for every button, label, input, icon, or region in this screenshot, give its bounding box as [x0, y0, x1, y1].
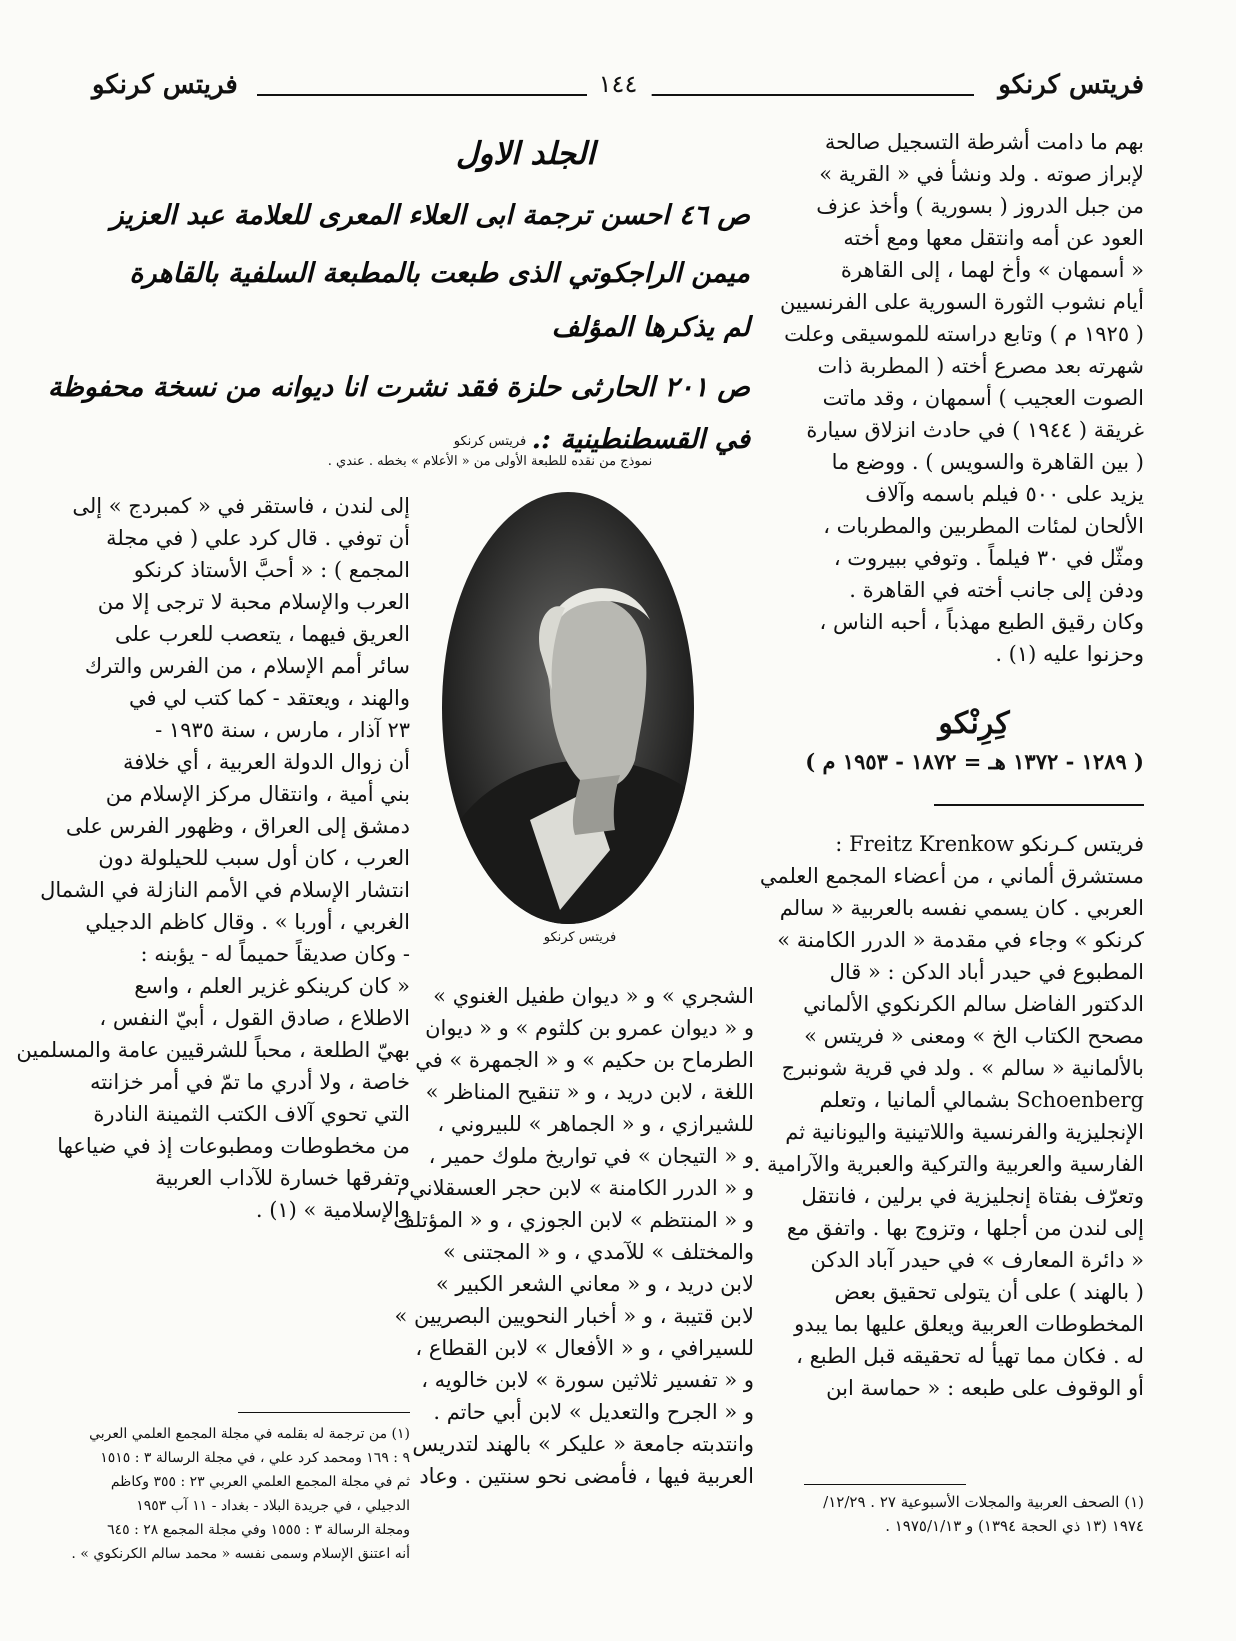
text-line: شهرته بعد مصرع أخته ( المطربة ذات: [817, 354, 1144, 378]
text-line: خاصة ، ولا أدري ما تمّ في أمر خزانته: [89, 1070, 410, 1094]
text-line: وكان رقيق الطبع مهذباً ، أحبه الناس ،: [819, 610, 1144, 634]
text-line: للسيرافي ، و « الأفعال » لابن القطاع ،: [415, 1336, 754, 1360]
portrait-caption: فريتس كرنكو: [543, 930, 617, 945]
text-line: « أسمهان » وأخ لهما ، إلى القاهرة: [840, 258, 1144, 282]
caption-text: نموذج من نقده للطبعة الأولى من « الأعلام » بخطه . عندي .: [327, 454, 653, 469]
handwritten-line: ص ٤٦ احسن ترجمة ابى العلاء المعرى للعلامة عبد العزيز: [110, 200, 750, 231]
text-line: دمشق إلى العراق ، وظهور الفرس على: [65, 814, 410, 838]
text-line: يزيد على ٥٠٠ فيلم باسمه وآلاف: [865, 482, 1144, 506]
handwritten-heading: الجلد الاول: [455, 136, 595, 172]
text-line: الاطلاع ، صادق القول ، أبيّ النفس ،: [99, 1006, 410, 1030]
text-line: بالألمانية « سالم » . ولد في قرية شونبرج: [781, 1056, 1144, 1080]
text-line: التي تحوي آلاف الكتب الثمينة النادرة: [93, 1102, 410, 1126]
header-title-left: فريتس كرنكو: [92, 70, 238, 100]
text-line: لإبراز صوته . ولد ونشأ في « القرية »: [819, 162, 1144, 186]
left-column: [16, 490, 410, 1226]
entry-text: [753, 828, 1144, 1404]
text-line: العود عن أمه وانتقل معها ومع أخته: [843, 226, 1144, 250]
text-line: ( بين القاهرة والسويس ) . ووضع ما: [831, 450, 1144, 474]
text-line: و « الدرر الكامنة » لابن حجر العسقلاني ،: [395, 1176, 754, 1200]
text-line: سائر أمم الإسلام ، من الفرس والترك: [84, 654, 410, 678]
footnote-line: ومجلة الرسالة ٣ : ١٥٥٥ وفي مجلة المجمع ٢٨ : ٦٤٥: [107, 1522, 410, 1538]
text-line: وانتدبته جامعة « عليكر » بالهند لتدريس: [412, 1432, 754, 1456]
text-line: العربية فيها ، فأمضى نحو سنتين . وعاد: [419, 1464, 754, 1488]
page-number: ١٤٤: [585, 70, 652, 98]
text-line: للشيرازي ، و « الجماهر » للبيروني ،: [437, 1112, 754, 1136]
text-line: مصحح الكتاب الخ » ومعنى « فريتس »: [804, 1024, 1144, 1048]
section-divider: [934, 804, 1144, 806]
text-line: الإنجليزية والفرنسية واللاتينية واليونانية ثم: [785, 1120, 1144, 1144]
text-line: العريق فيهما ، يتعصب للعرب على: [114, 622, 410, 646]
text-line: اللغة ، لابن دريد ، و « تنقيح المناظر »: [425, 1080, 754, 1104]
text-line: أو الوقوف على طبعه : « حماسة ابن: [826, 1376, 1144, 1400]
entry-heading: كِرِنْكو: [938, 706, 1010, 741]
text-line: المخطوطات العربية ويعلق عليها بما يبدو: [794, 1312, 1144, 1336]
portrait-photo: [440, 490, 696, 926]
text-line: ٢٣ آذار ، مارس ، سنة ١٩٣٥ -: [155, 718, 410, 742]
text-line: من جبل الدروز ( بسورية ) وأخذ عزف: [816, 194, 1144, 218]
right-column-text: [780, 126, 1144, 670]
handwritten-line: ص ٢٠١ الحارثى حلزة فقد نشرت انا ديوانه من نسخة محفوظة: [47, 372, 750, 403]
text-line: بني أمية ، وانتقال مركز الإسلام من: [105, 782, 410, 806]
footnote-line: أنه اعتنق الإسلام وسمى نفسه « محمد سالم الكرنكوي » .: [71, 1546, 410, 1562]
text-line: ( ١٩٢٥ م ) وتابع دراسته للموسيقى وعلت: [784, 322, 1144, 346]
text-line: المطبوع في حيدر أباد الدكن : « قال: [829, 960, 1144, 984]
header-title-right: فريتس كرنكو: [998, 70, 1144, 100]
text-line: إلى لندن ، فاستقر في « كمبردج » إلى: [72, 494, 410, 518]
text-line: الألحان لمئات المطربين والمطربات ،: [823, 514, 1144, 538]
text-line: كرنكو » وجاء في مقدمة « الدرر الكامنة »: [777, 928, 1144, 952]
text-line: ودفن إلى جانب أخته في القاهرة .: [849, 578, 1144, 602]
text-line: غريقة ( ١٩٤٤ ) في حادث انزلاق سيارة: [806, 418, 1144, 442]
text-line: Schoenberg بشمالي ألمانيا ، وتعلم: [819, 1088, 1144, 1112]
figure-caption: [290, 432, 690, 472]
footnote-line: ٩ : ١٦٩ ومحمد كرد علي ، في مجلة الرسالة ٣ : ١٥١٥: [100, 1450, 410, 1466]
running-header: [92, 70, 1144, 110]
text-line: و « التيجان » في تواريخ ملوك حمير ،: [428, 1144, 754, 1168]
text-line: لابن قتيبة ، و « أخبار النحويين البصريين »: [394, 1304, 754, 1328]
text-line: وحزنوا عليه (١) .: [995, 642, 1144, 666]
footnote-right: [804, 1490, 1144, 1538]
text-line: بهم ما دامت أشرطة التسجيل صالحة: [824, 130, 1144, 154]
text-line: الغربي ، أوربا » . وقال كاظم الدجيلي: [85, 910, 410, 934]
text-line: والهند ، ويعتقد - كما كتب لي في: [128, 686, 410, 710]
handwritten-line: في القسطنطينية :.: [531, 424, 750, 455]
text-line: وتعرّف بفتاة إنجليزية في برلين ، فانتقل: [801, 1184, 1144, 1208]
text-line: أيام نشوب الثورة السورية على الفرنسيين: [780, 290, 1144, 314]
text-line: من مخطوطات ومطبوعات إذ في ضياعها: [57, 1134, 410, 1158]
text-line: و « الجرح والتعديل » لابن أبي حاتم .: [433, 1400, 754, 1424]
footnote-left: [71, 1422, 410, 1566]
footnote-line: (١) الصحف العربية والمجلات الأسبوعية ٢٧ . ١٢/٢٩/: [823, 1493, 1144, 1511]
text-line: الدكتور الفاضل سالم الكرنكوي الألماني: [803, 992, 1144, 1016]
handwritten-line: لم يذكرها المؤلف: [551, 312, 750, 343]
text-line: انتشار الإسلام في الأمم النازلة في الشمال: [40, 878, 410, 902]
text-line: وتفرقها خسارة للآداب العربية: [155, 1166, 410, 1190]
text-line: و « ديوان عمرو بن كلثوم » و « ديوان: [425, 1016, 754, 1040]
text-line: والمختلف » للآمدي ، و « المجتنى »: [442, 1240, 754, 1264]
text-line: أن زوال الدولة العربية ، أي خلافة: [123, 750, 410, 774]
footnote-line: الدجيلي ، في جريدة البلاد - بغداد - ١١ آب ١٩٥٣: [136, 1498, 410, 1514]
text-line: الطرماح بن حكيم » و « الجمهرة » في: [415, 1048, 754, 1072]
text-line: الشجري » و « ديوان طفيل الغنوي »: [433, 984, 754, 1008]
text-line: المجمع ) : « أحبَّ الأستاذ كرنكو: [133, 558, 410, 582]
text-line: الصوت العجيب ) أسمهان ، وقد ماتت: [822, 386, 1144, 410]
text-line: ( بالهند ) على أن يتولى تحقيق بعض: [834, 1280, 1144, 1304]
handwritten-line: ميمن الراجكوتي الذى طبعت بالمطبعة السلفية بالقاهرة: [129, 258, 750, 289]
text-line: - وكان صديقاً حميماً له - يؤبنه :: [140, 942, 410, 966]
text-line: و « المنتظم » لابن الجوزي ، و « المؤتلف: [393, 1208, 754, 1232]
text-line: أن توفي . قال كرد علي ( في مجلة: [106, 526, 410, 550]
text-line: بهيّ الطلعة ، محباً للشرقيين عامة والمسلمين: [16, 1038, 410, 1062]
text-line: لابن دريد ، و « معاني الشعر الكبير »: [435, 1272, 754, 1296]
text-line: و « تفسير ثلاثين سورة » لابن خالويه ،: [421, 1368, 754, 1392]
text-line: ومثّل في ٣٠ فيلماً . وتوفي ببيروت ،: [833, 546, 1144, 570]
footnote-line: ١٩٧٤ (١٣ ذي الحجة ١٣٩٤) و ١٩٧٥/١/١٣ .: [885, 1517, 1144, 1535]
caption-title: فريتس كرنكو: [453, 434, 527, 449]
footnote-line: ثم في مجلة المجمع العلمي العربي ٢٣ : ٣٥٥ وكاظم: [110, 1474, 410, 1490]
text-line: العرب ، كان أول سبب للحيلولة دون: [98, 846, 410, 870]
header-rule: [257, 94, 587, 96]
middle-column: [393, 980, 754, 1492]
text-line: الفارسية والعربية والتركية والعبرية والآرامية .: [753, 1152, 1144, 1176]
header-rule: [644, 94, 974, 96]
entry-dates: ( ١٢٨٩ - ١٣٧٢ هـ = ١٨٧٢ - ١٩٥٣ م ): [805, 749, 1144, 774]
text-line: « دائرة المعارف » في حيدر آباد الدكن: [810, 1248, 1144, 1272]
text-line: العربي . كان يسمي نفسه بالعربية « سالم: [779, 896, 1144, 920]
footnote-line: (١) من ترجمة له بقلمه في مجلة المجمع العلمي العربي: [89, 1426, 410, 1442]
text-line: له . فكان مما تهيأ له تحقيقه قبل الطبع ،: [796, 1344, 1144, 1368]
text-line: « كان كرينكو غزير العلم ، واسع: [134, 974, 410, 998]
footnote-rule: [238, 1412, 410, 1413]
footnote-rule: [804, 1484, 966, 1485]
text-line: فريتس كـرنكو Freitz Krenkow :: [835, 832, 1144, 856]
right-column: [753, 126, 1144, 1404]
text-line: إلى لندن من أجلها ، وتزوج بها . واتفق مع: [786, 1216, 1144, 1240]
text-line: مستشرق ألماني ، من أعضاء المجمع العلمي: [759, 864, 1144, 888]
text-line: العرب والإسلام محبة لا ترجى إلا من: [97, 590, 410, 614]
text-line: والإسلامية » (١) .: [255, 1198, 410, 1222]
